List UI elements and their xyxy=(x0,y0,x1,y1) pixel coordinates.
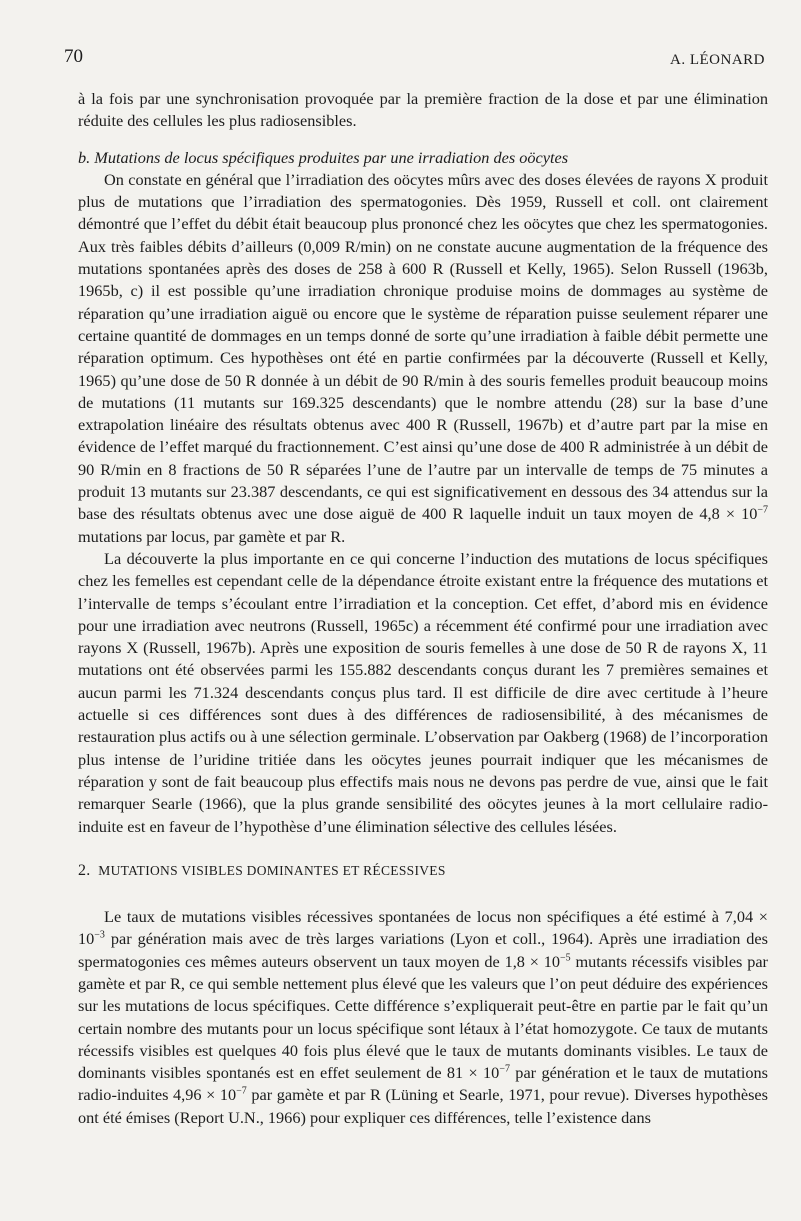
exponent: −3 xyxy=(94,929,105,941)
paragraph-text: par gamète et par R (Lüning et Searle, 1971, pour revue). Diverses hypothèses ont été émises (Report U.N., 1966) pour expliquer ces différences, telle l’existence dans xyxy=(78,1085,768,1127)
paragraph-visible-mutations xyxy=(78,906,768,1129)
subsection-heading-b: b. Mutations de locus spécifiques produites par une irradiation des oöcytes xyxy=(78,147,569,167)
paragraph-text: par génération mais avec de très larges variations (Lyon et coll., 1964). Après une irradiation des spermatogonies ces mêmes auteurs observent un taux moyen de 1,8 × 10 xyxy=(78,929,768,971)
paragraph-oocytes-2: La découverte la plus importante en ce qui concerne l’induction des mutations de locus spécifiques chez les femelles est cependant celle de la dépendance étroite existant entre la fréquence des mutations et l’intervalle de temps s’écoulant entre l’irradiation et la conception. Cet effet, d’abord mis en évidence pour une irradiation avec neutrons (Russell, 1965c) a récemment été confirmé pour une irradiation avec rayons X (Russell, 1967b). Après une exposition de souris femelles à une dose de 50 R de rayons X, 11 mutations ont été observées parmi les 155.882 descendants conçus durant les 7 premières semaines et aucun parmi les 71.324 descendants conçus plus tard. Il est difficile de dire avec certitude à l’heure actuelle si ces différences sont dues à des différences de radiosensibilité, à des mécanismes de restauration plus actifs ou à une sélection germinale. L’observation par Oakberg (1968) de l’incorporation plus intense de l’uridine tritiée dans les oöcytes jeunes pourrait indiquer que les mécanismes de réparation y sont de fait beaucoup plus effectifs mais nous ne devons pas perdre de vue, ainsi que le fait remarquer Searle (1966), que la plus grande sensibilité des oöcytes jeunes à la mort cellulaire radio-induite est en faveur de l’hypothèse d’une élimination sélective des cellules lésées. xyxy=(78,548,768,836)
paragraph-text: On constate en général que l’irradiation des oöcytes mûrs avec des doses élevées de rayons X produit plus de mutations que l’irradiation des spermatogonies. Dès 1959, Russell et coll. ont clairement démontré que l’effet du débit était beaucoup plus prononcé chez les oöcytes que chez les spermatogonies. Aux très faibles débits d’ailleurs (0,009 R/min) on ne constate aucune augmentation de la fréquence des mutations spontanées après des doses de 258 à 600 R (Russell et Kelly, 1965). Selon Russell (1963b, 1965b, c) il est possible qu’une irradiation chronique produise moins de dommages au système de réparation qu’une irradiation aiguë ou encore que le système de réparation puisse seulement réparer une certaine quantité de dommages en un temps donné de sorte qu’une irradiation à faible débit permette une réparation optimum. Ces hypothèses ont été en partie confirmées par la découverte (Russell et Kelly, 1965) qu’une dose de 50 R donnée à un débit de 90 R/min à des souris femelles produit beaucoup moins de mutations (11 mutants sur 169.325 descendants) que le nombre attendu (28) sur la base d’une extrapolation linéaire des résultats obtenus avec 400 R (Russell, 1967b) et d’autre part par la mise en évidence de l’effet marqué du fractionnement. C’est ainsi qu’une dose de 400 R administrée à un débit de 90 R/min en 8 fractions de 50 R séparées l’une de l’autre par un intervalle de temps de 75 minutes a produit 13 mutants sur 23.387 descendants, ce qui est significativement en dessous des 34 attendus sur la base des résultats obtenus avec une dose aiguë de 400 R laquelle induit un taux moyen de 4,8 × 10 xyxy=(78,169,768,524)
paragraph-text: mutations par locus, par gamète et par R. xyxy=(78,526,346,546)
exponent: −7 xyxy=(757,504,768,516)
running-head: A. LÉONARD xyxy=(670,52,765,68)
exponent: −7 xyxy=(236,1086,247,1098)
paragraph-oocytes-1 xyxy=(78,169,768,548)
paragraph-text: mutants récessifs visibles par gamète et par R, ce qui semble nettement plus élevé que les valeurs que l’on peut déduire des expériences sur les mutations de locus spécifiques. Cette différence s’expliquerait peut-être en partie par le fait qu’un certain nombre des mutants pour un locus spécifique sont létaux à l’état homozygote. Ce taux de mutants récessifs visibles est quelques 40 fois plus élevé que le taux de mutants dominants visibles. Le taux de dominants visibles spontanés est en effet seulement de 81 × 10 xyxy=(78,951,768,1083)
paragraph-intro: à la fois par une synchronisation provoquée par la première fraction de la dose et par une élimination réduite des cellules les plus radiosensibles. xyxy=(78,89,768,131)
paragraph-text: par génération et le taux de mutations radio-induites 4,96 × 10 xyxy=(78,1063,768,1105)
paragraph-text: Le taux de mutations visibles récessives spontanées de locus non spécifiques a été estimé à 7,04 × 10 xyxy=(78,907,768,949)
section-title: MUTATIONS VISIBLES DOMINANTES ET RÉCESSIVES xyxy=(98,862,446,878)
page-number: 70 xyxy=(64,46,83,67)
exponent: −7 xyxy=(499,1063,510,1075)
section-heading-2 xyxy=(78,860,768,882)
section-number: 2. xyxy=(78,861,91,879)
exponent: −5 xyxy=(560,952,571,964)
body-text xyxy=(78,88,768,1129)
